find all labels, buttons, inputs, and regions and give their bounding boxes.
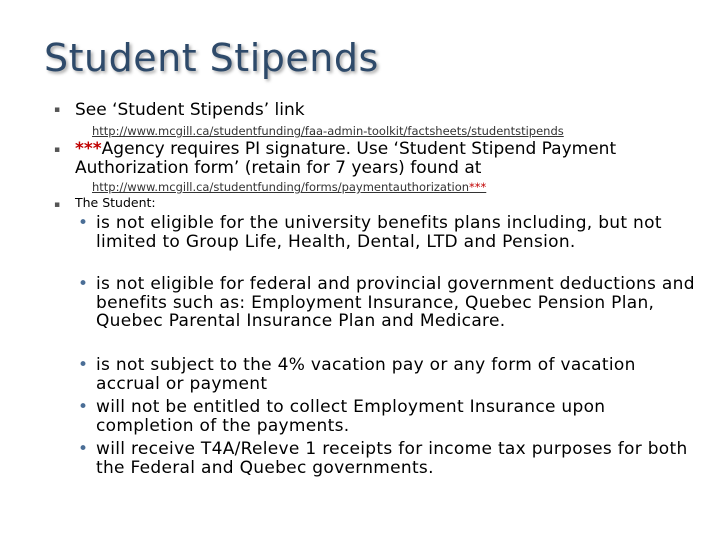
sub-bullet-marker: • [78,274,89,294]
slide-title: Student Stipends [44,36,379,80]
payment-authorization-link[interactable]: http://www.mcgill.ca/studentfunding/forms/paymentauthorization [92,180,470,194]
sub-bullet-text: is not subject to the 4% vacation pay or any form of vacation accrual or payment [96,355,636,394]
bullet-marker: ▪ [54,200,61,210]
sub-bullet-text: is not eligible for the university benefits plans including, but not limited to Group Life, Health, Dental, LTD and Pension. [96,213,662,252]
sub-bullet-t4a-receipts [78,439,696,478]
sub-bullet-text: is not eligible for federal and provincial government deductions and benefits such as: Employment Insurance, Quebec Pension Plan, Quebec Parental Insurance Plan and Medicare. [96,274,695,331]
bullet-the-student: The Student: [75,195,156,210]
asterisk-marker: *** [469,180,487,194]
sub-bullet-benefits-plans [78,213,696,252]
sub-bullet-text: will not be entitled to collect Employment Insurance upon completion of the payments. [96,397,606,436]
sub-bullet-government-deductions [78,274,696,331]
sub-bullet-marker: • [78,213,89,233]
sub-bullet-marker: • [78,439,89,459]
agency-text: Agency requires PI signature. Use ‘Student Stipend Payment Authorization form’ (retain for 7 years) found at [75,139,617,178]
sub-bullet-vacation-pay [78,355,696,394]
sub-bullet-marker: • [78,397,89,417]
bullet-agency-signature [75,140,675,178]
student-stipends-link[interactable]: http://www.mcgill.ca/studentfunding/faa-admin-toolkit/factsheets/studentstipends [92,124,564,138]
bullet-marker: ▪ [54,145,61,155]
sub-bullet-employment-insurance [78,397,696,436]
sub-bullet-marker: • [78,355,89,375]
sub-bullet-text: will receive T4A/Releve 1 receipts for income tax purposes for both the Federal and Quebec governments. [96,439,688,478]
bullet-see-link: See ‘Student Stipends’ link [75,100,305,120]
bullet-marker: ▪ [54,105,61,115]
asterisk-marker: *** [75,139,102,159]
payment-authorization-line [92,180,486,194]
